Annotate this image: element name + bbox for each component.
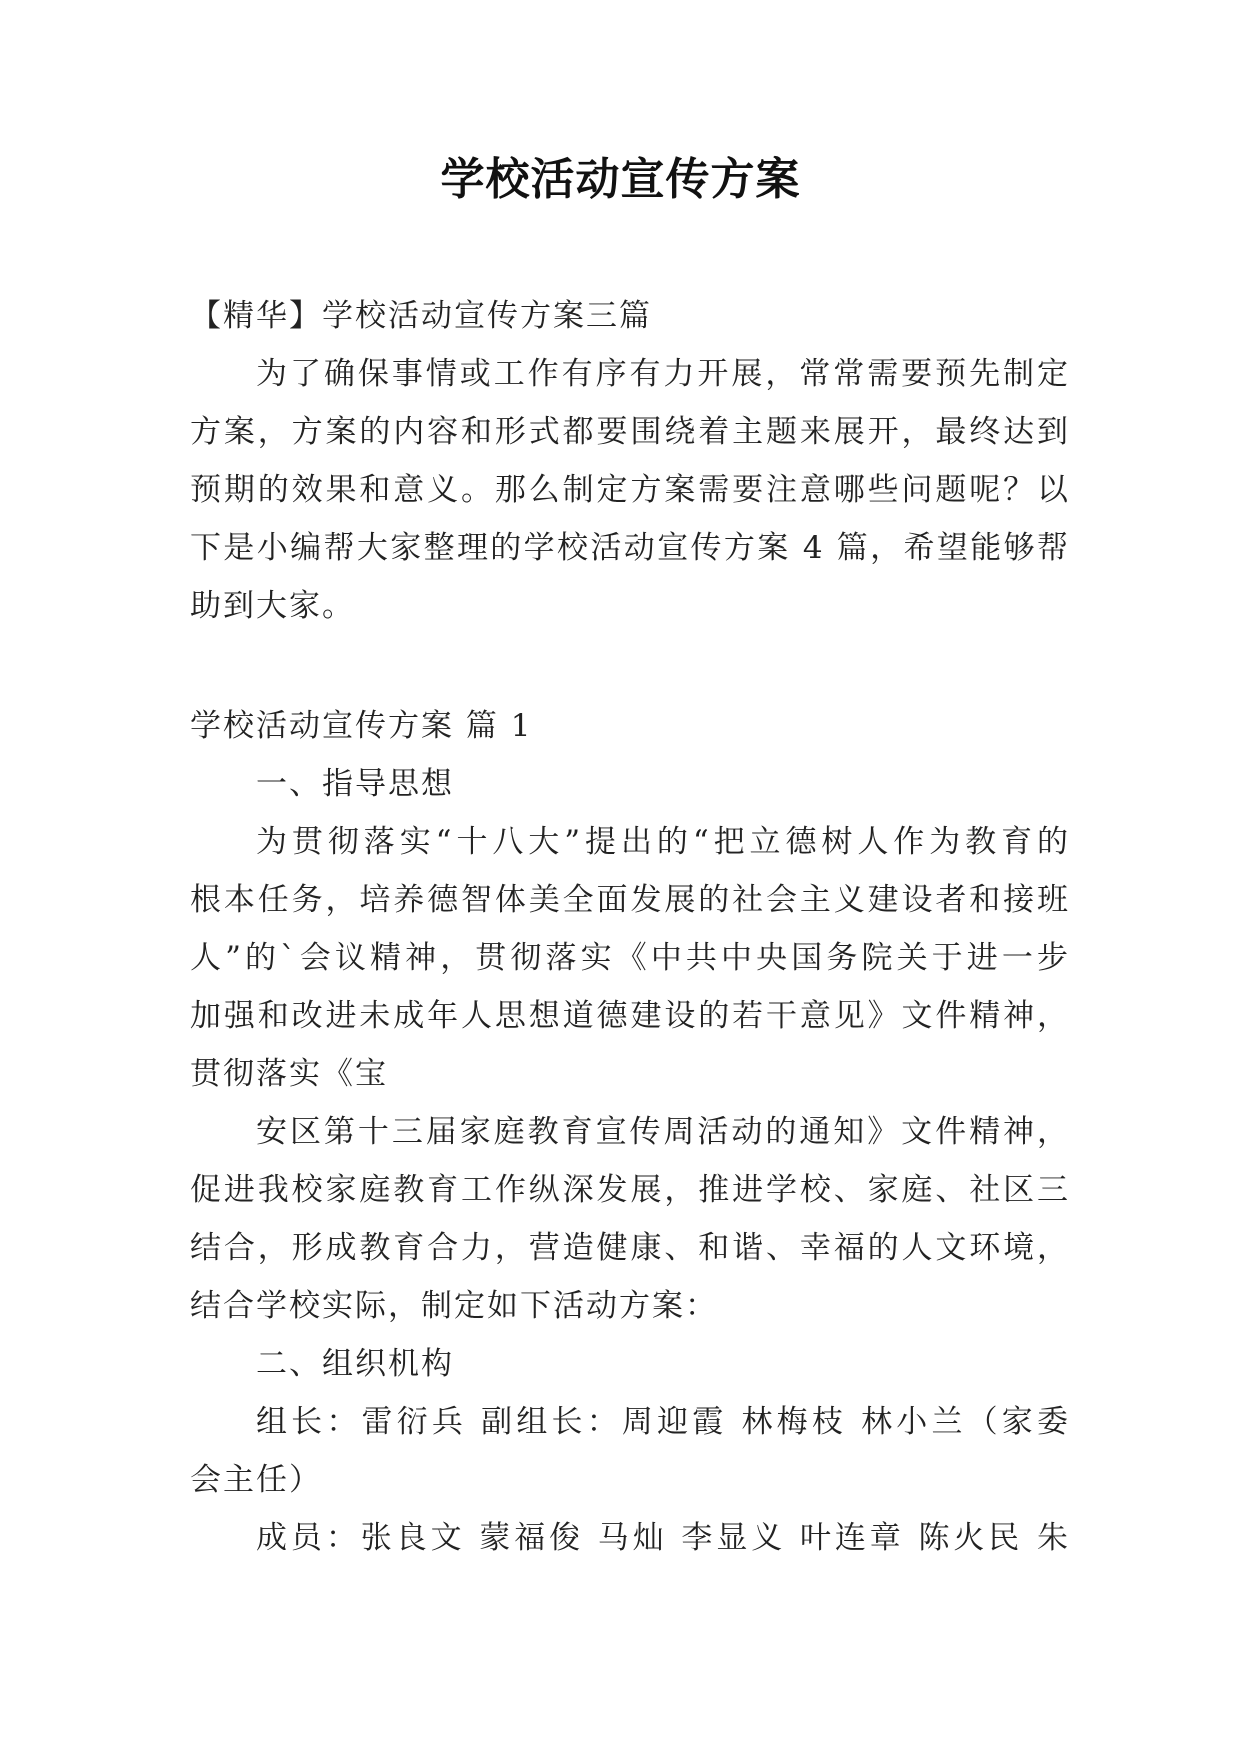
text-line: 方案，方案的内容和形式都要围绕着主题来展开，最终达到 [190,414,1070,450]
text-line: 为了确保事情或工作有序有力开展，常常需要预先制定 [256,356,1070,392]
text-line: 结合学校实际，制定如下活动方案： [190,1288,718,1324]
text-line: 人”的`会议精神，贯彻落实《中共中央国务院关于进一步 [190,940,1070,976]
text-line: 加强和改进未成年人思想道德建设的若干意见》文件精神， [190,998,1070,1034]
text-line: 根本任务，培养德智体美全面发展的社会主义建设者和接班 [190,882,1070,918]
text-line: 组长：雷衍兵 副组长：周迎霞 林梅枝 林小兰（家委 [256,1404,1070,1440]
text-line: 助到大家。 [190,588,355,624]
text-line: 预期的效果和意义。那么制定方案需要注意哪些问题呢？以 [190,472,1070,508]
text-line: 成员：张良文 蒙福俊 马灿 李显义 叶连章 陈火民 朱 [256,1520,1070,1556]
text-line: 为贯彻落实“十八大”提出的“把立德树人作为教育的 [256,824,1070,860]
text-line: 会主任） [190,1462,322,1498]
text-line: 下是小编帮大家整理的学校活动宣传方案 4 篇，希望能够帮 [190,530,1070,566]
section-heading: 学校活动宣传方案 篇 1 [190,708,533,744]
subsection-heading: 二、组织机构 [256,1346,454,1382]
subsection-heading: 一、指导思想 [256,766,454,802]
text-line: 安区第十三届家庭教育宣传周活动的通知》文件精神， [256,1114,1070,1150]
text-line: 贯彻落实《宝 [190,1056,388,1092]
text-line: 促进我校家庭教育工作纵深发展，推进学校、家庭、社区三 [190,1172,1070,1208]
document-title: 学校活动宣传方案 [440,154,801,205]
subtitle-line: 【精华】学校活动宣传方案三篇 [190,298,652,334]
text-line: 结合，形成教育合力，营造健康、和谐、幸福的人文环境， [190,1230,1070,1266]
